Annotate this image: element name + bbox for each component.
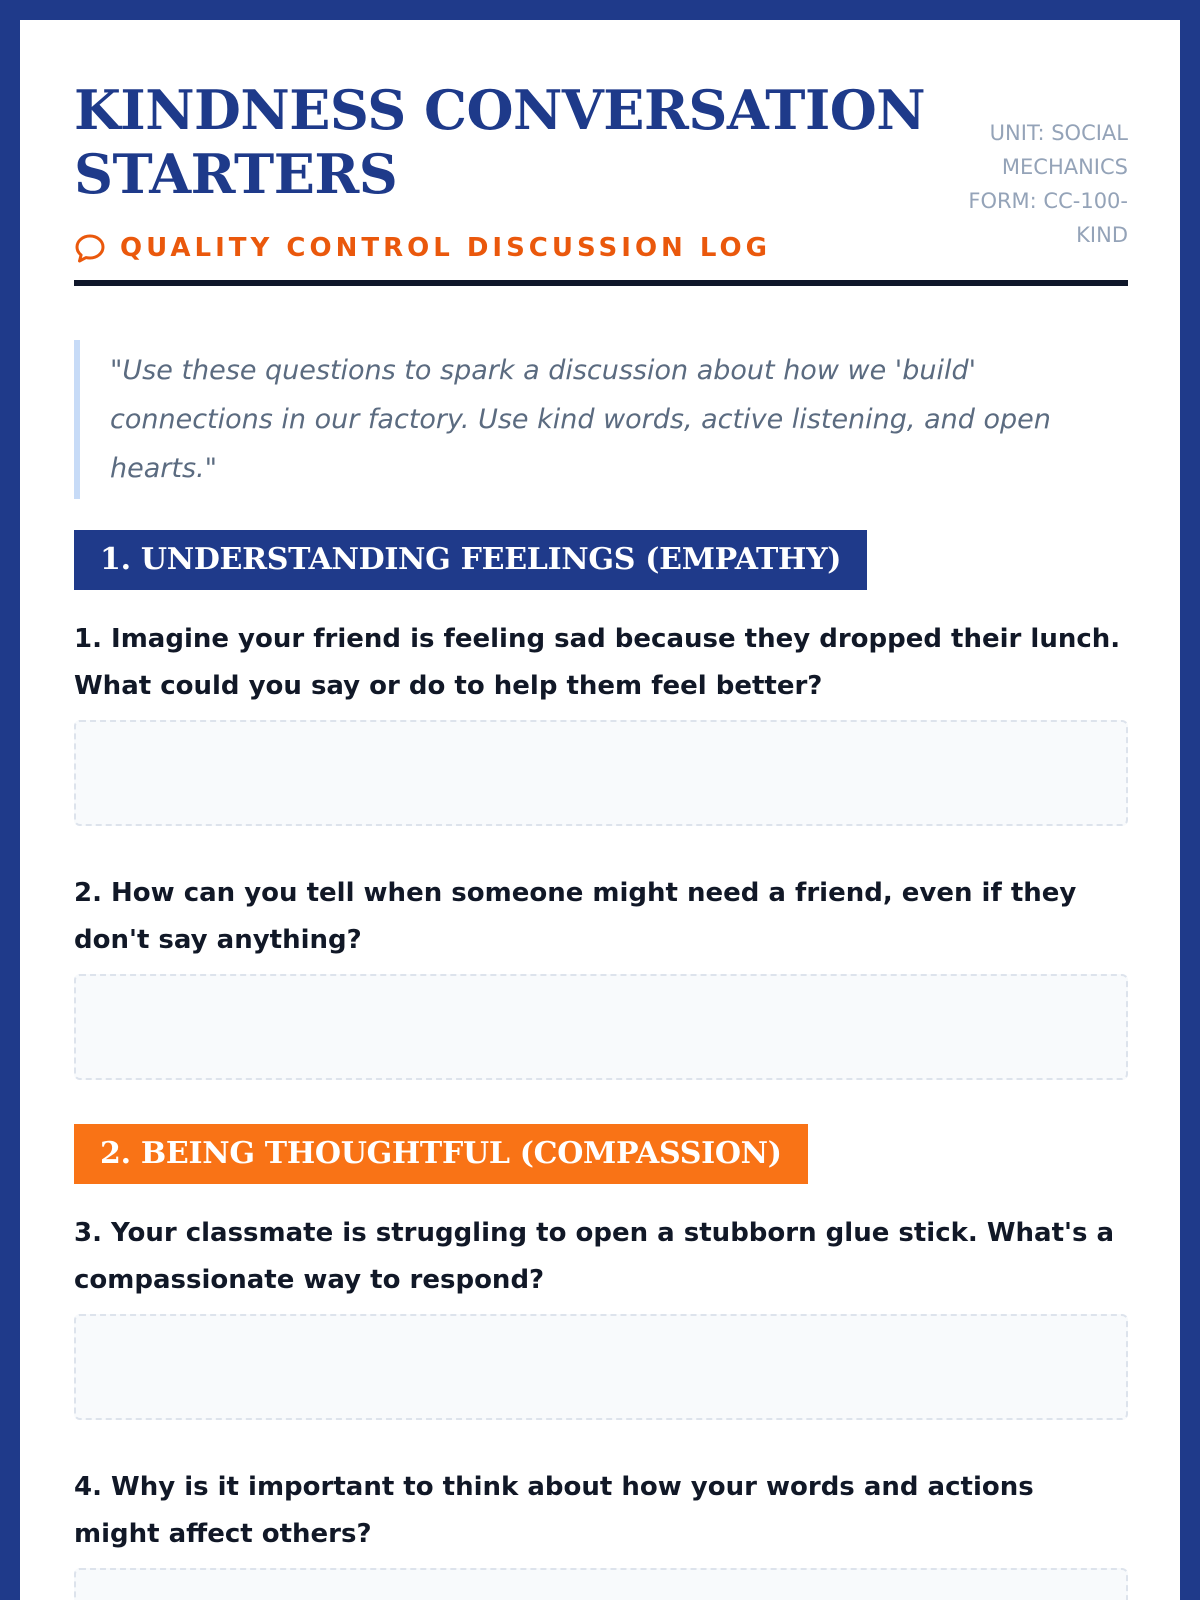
section-title-empathy: 1. UNDERSTANDING FEELINGS (EMPATHY)	[74, 530, 867, 590]
question-3: 3. Your classmate is struggling to open a stubborn glue stick. What's a compassionate way to respond?	[74, 1218, 1115, 1295]
worksheet-page	[20, 20, 1180, 1600]
answer-box-3[interactable]	[74, 1314, 1128, 1420]
answer-box-1[interactable]	[74, 720, 1128, 826]
answer-box-4[interactable]	[74, 1568, 1128, 1600]
answer-box-2[interactable]	[74, 974, 1128, 1080]
question-2: 2. How can you tell when someone might need a friend, even if they don't say anything?	[74, 878, 1077, 955]
question-4: 4. Why is it important to think about how your words and actions might affect others?	[74, 1472, 1034, 1549]
worksheet-content	[74, 20, 1128, 1549]
header-divider	[74, 280, 1128, 286]
subtitle	[74, 232, 771, 264]
question-1: 1. Imagine your friend is feeling sad because they dropped their lunch. What could you say or do to help them feel better?	[74, 624, 1121, 701]
page-title: KINDNESS CONVERSATION STARTERS	[74, 78, 926, 206]
header	[74, 20, 1128, 306]
form-meta	[938, 116, 1128, 252]
speech-bubble-icon	[74, 232, 106, 264]
section-title-compassion: 2. BEING THOUGHTFUL (COMPASSION)	[74, 1124, 808, 1184]
intro-quote: "Use these questions to spark a discussion about how we 'build' connections in our factory. Use kind words, active listening, and open hearts."	[74, 340, 1130, 499]
unit-label: UNIT: SOCIAL MECHANICS	[989, 121, 1128, 179]
form-code: FORM: CC-100-KIND	[968, 189, 1128, 247]
subtitle-text: QUALITY CONTROL DISCUSSION LOG	[120, 233, 771, 263]
